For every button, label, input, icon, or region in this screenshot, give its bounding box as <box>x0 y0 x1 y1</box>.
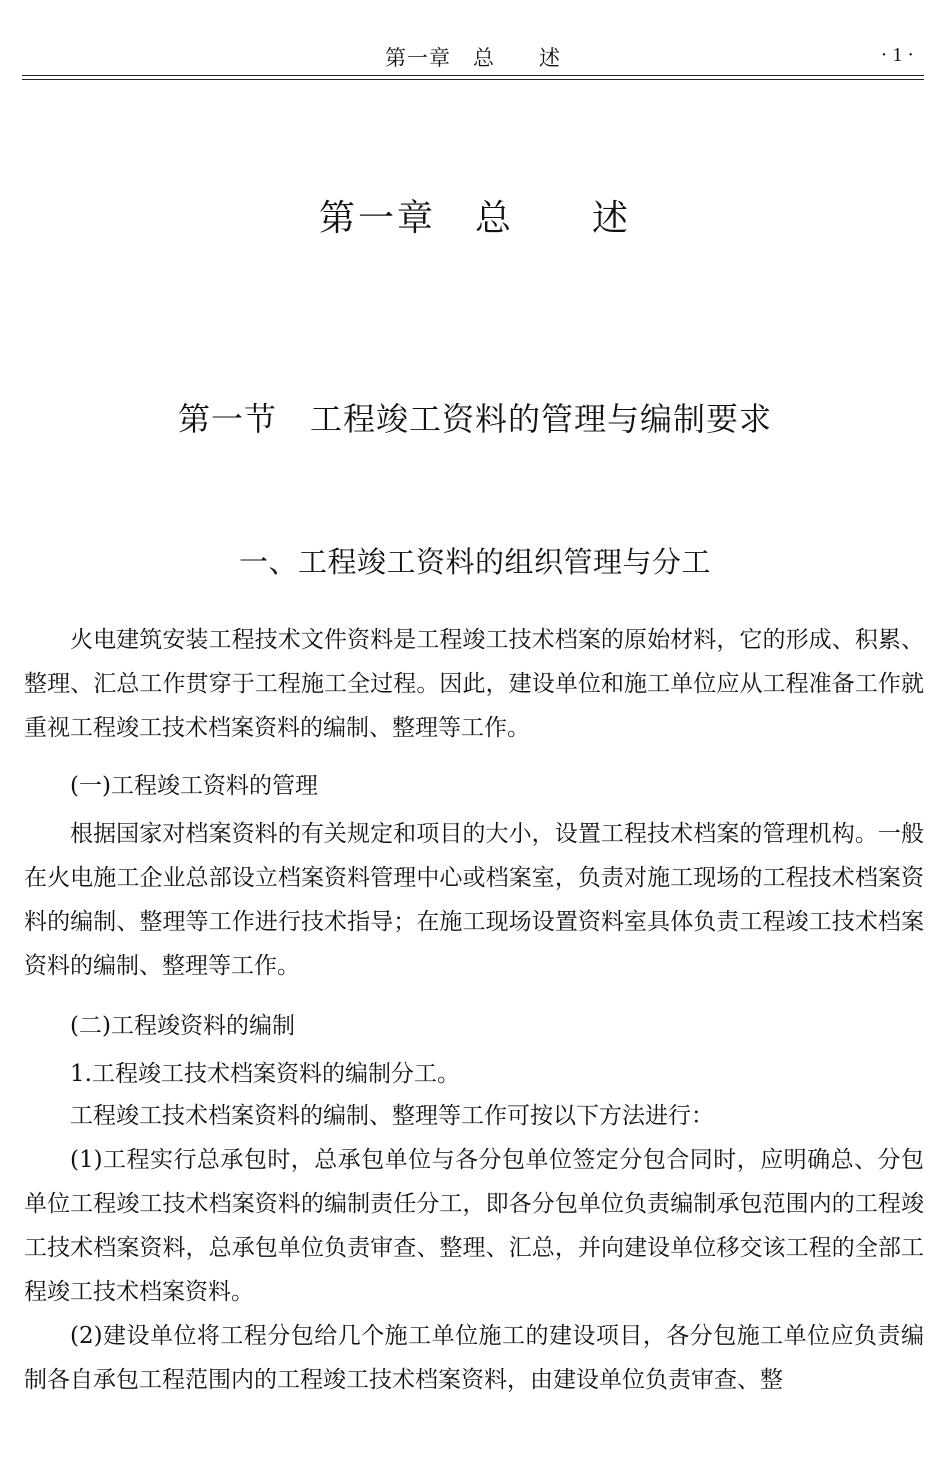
item-compilation-division: 1.工程竣工技术档案资料的编制分工。 <box>70 1061 460 1087</box>
body-text <box>24 618 924 1402</box>
running-head <box>22 38 924 78</box>
header-rule-top <box>22 75 924 76</box>
running-head-title: 第一章 总 述 <box>385 46 561 70</box>
paragraph-method-intro: 工程竣工技术档案资料的编制、整理等工作可按以下方法进行： <box>70 1103 714 1129</box>
heading-compilation: (二)工程竣资料的编制 <box>70 1013 295 1039</box>
paragraph-method-2: (2)建设单位将工程分包给几个施工单位施工的建设项目，各分包施工单位应负责编制各自承包工程范围内的工程竣工技术档案资料，由建设单位负责审查、整 <box>24 1323 924 1393</box>
section-title: 第一节 工程竣工资料的管理与编制要求 <box>177 400 772 438</box>
header-rule-bottom <box>22 79 924 80</box>
paragraph-management: 根据国家对档案资料的有关规定和项目的大小，设置工程技术档案的管理机构。一般在火电施工企业总部设立档案资料管理中心或档案室，负责对施工现场的工程技术档案资料的编制、整理等工作进行技术指导；在施工现场设置资料室具体负责工程竣工技术档案资料的编制、整理等工作。 <box>24 821 924 979</box>
heading-management: (一)工程竣工资料的管理 <box>70 773 318 799</box>
page-number: · 1 · <box>880 44 914 66</box>
paragraph-method-1: (1)工程实行总承包时，总承包单位与各分包单位签定分包合同时，应明确总、分包单位工程竣工技术档案资料的编制责任分工，即各分包单位负责编制承包范围内的工程竣工技术档案资料，总承包单位负责审查、整理、汇总，并向建设单位移交该工程的全部工程竣工技术档案资料。 <box>24 1147 924 1305</box>
paragraph-intro: 火电建筑安装工程技术文件资料是工程竣工技术档案的原始材料，它的形成、积累、整理、汇总工作贯穿于工程施工全过程。因此，建设单位和施工单位应从工程准备工作就重视工程竣工技术档案资料的编制、整理等工作。 <box>24 627 924 741</box>
subsection-title: 一、工程竣工资料的组织管理与分工 <box>238 545 711 579</box>
chapter-title: 第一章 总 述 <box>318 198 631 239</box>
